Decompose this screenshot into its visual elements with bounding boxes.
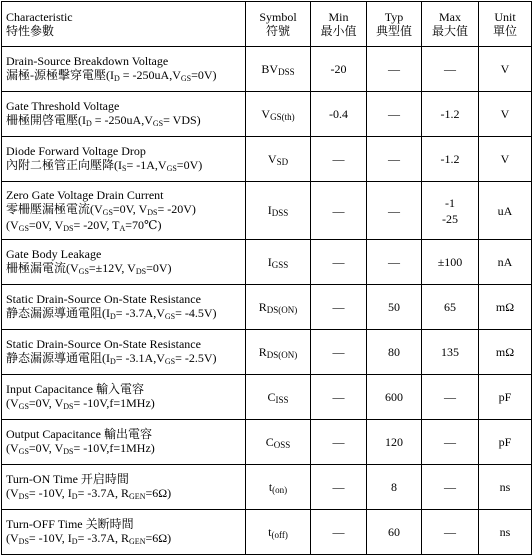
header-unit: Unit 單位 [479,2,532,47]
characteristic-cell [2,240,246,285]
characteristic-cell [2,47,246,92]
symbol-cell: $V_{GS(th)}$ [246,92,311,137]
min-cell: — [311,510,367,555]
characteristic-cell [2,330,246,375]
characteristic-line: 內附二極管正向壓降$(I_S= -1A,V_{GS}=0V)$ [6,158,203,173]
unit-cell: pF [479,420,532,465]
max-cell: — [422,47,479,92]
unit-cell: V [479,92,532,137]
characteristic-line: 漏極-源極擊穿電壓$(I_D = -250uA,V_{GS}=0V)$ [6,68,217,83]
typ-cell: 80 [367,330,422,375]
characteristic-line: ($V_{GS}=0V$, $V_{DS}= -10V,f=1MHz$) [6,396,155,411]
max-cell: — [422,420,479,465]
characteristic-line: 柵極漏電流($V_{GS}=\pm 12V$, $V_{DS}=0V$) [6,261,172,276]
symbol-cell: $C_{ISS}$ [246,375,311,420]
unit-cell: mΩ [479,330,532,375]
characteristic-line: Static Drain-Source On-State Resistance [6,292,201,306]
table-row [2,465,532,510]
characteristic-cell [2,375,246,420]
table-row [2,285,532,330]
max-cell: — [422,375,479,420]
characteristic-line: 静态漏源導通電阻$(I_D= -3.7A,V_{GS}= -4.5V)$ [6,306,217,321]
spec-table [1,1,532,555]
unit-cell: V [479,137,532,182]
max-cell: -1.2 [422,92,479,137]
header-characteristic: Characteristic 特性參數 [2,2,246,47]
min-cell: — [311,375,367,420]
characteristic-cell [2,510,246,555]
min-cell: — [311,330,367,375]
characteristic-cell [2,420,246,465]
typ-cell: 600 [367,375,422,420]
characteristic-cell [2,137,246,182]
max-cell: 135 [422,330,479,375]
max-cell: -1 -25 [422,182,479,240]
characteristic-cell [2,465,246,510]
typ-cell: — [367,92,422,137]
symbol-cell: $BV_{DSS}$ [246,47,311,92]
min-cell: — [311,285,367,330]
characteristic-line: Static Drain-Source On-State Resistance [6,337,201,351]
symbol-cell: $t_{(off)}$ [246,510,311,555]
table-row [2,92,532,137]
table-row [2,182,532,240]
spec-body [2,47,532,555]
symbol-cell: $I_{DSS}$ [246,182,311,240]
characteristic-line: ($V_{GS}=0V$, $V_{DS}= -20V$, $T_A=70℃$) [6,217,162,233]
min-cell: — [311,182,367,240]
max-cell: — [422,465,479,510]
characteristic-line: Turn-ON Time 开启時間 [6,472,129,486]
typ-cell: 120 [367,420,422,465]
symbol-cell: $R_{DS(ON)}$ [246,285,311,330]
min-cell: — [311,465,367,510]
table-row [2,420,532,465]
typ-cell: — [367,240,422,285]
table-row [2,137,532,182]
header-row [2,2,532,47]
min-cell: — [311,240,367,285]
table-row [2,240,532,285]
typ-cell: 8 [367,465,422,510]
unit-cell: uA [479,182,532,240]
min-cell: — [311,137,367,182]
characteristic-line: Output Capacitance 輸出電容 [6,427,152,441]
characteristic-cell [2,182,246,240]
characteristic-line: Input Capacitance 輸入電容 [6,382,144,396]
table-row [2,375,532,420]
symbol-cell: $I_{GSS}$ [246,240,311,285]
typ-cell: — [367,137,422,182]
min-cell: — [311,420,367,465]
characteristic-line: 静态漏源導通電阻$(I_D= -3.1A,V_{GS}= -2.5V)$ [6,351,217,366]
unit-cell: V [479,47,532,92]
min-cell: -0.4 [311,92,367,137]
symbol-cell: $R_{DS(ON)}$ [246,330,311,375]
typ-cell: 50 [367,285,422,330]
typ-cell: — [367,47,422,92]
characteristic-line: ($V_{GS}=0V$, $V_{DS}= -10V,f=1MHz$) [6,441,155,456]
unit-cell: pF [479,375,532,420]
unit-cell: ns [479,465,532,510]
typ-cell: — [367,182,422,240]
symbol-cell: $t_{(on)}$ [246,465,311,510]
characteristic-line: 零柵壓漏極電流($V_{GS}=0V$, $V_{DS}= -20V$) [6,201,196,217]
header-min: Min 最小值 [311,2,367,47]
characteristic-line: ($V_{DS}= -10V$, $I_D= -3.7A$, $R_{GEN}=6\Omega$) [6,486,172,501]
unit-cell: nA [479,240,532,285]
symbol-cell: $V_{SD}$ [246,137,311,182]
characteristic-line: Drain-Source Breakdown Voltage [6,54,169,68]
characteristic-cell [2,92,246,137]
max-cell: -1.2 [422,137,479,182]
header-symbol: Symbol 符號 [246,2,311,47]
max-cell: ±100 [422,240,479,285]
characteristic-line: Diode Forward Voltage Drop [6,144,146,158]
characteristic-line: Gate Body Leakage [6,247,102,261]
unit-cell: mΩ [479,285,532,330]
table-row [2,510,532,555]
characteristic-line: 柵極開啓電壓$(I_D = -250uA,V_{GS}= VDS)$ [6,113,201,128]
header-typ: Typ 典型值 [367,2,422,47]
characteristic-line: Zero Gate Voltage Drain Current [6,187,164,202]
max-cell: 65 [422,285,479,330]
max-cell: — [422,510,479,555]
table-row [2,330,532,375]
characteristic-line: ($V_{DS}= -10V$, $I_D= -3.7A$, $R_{GEN}=6\Omega$) [6,531,172,546]
table-row [2,47,532,92]
characteristic-line: Gate Threshold Voltage [6,99,120,113]
typ-cell: 60 [367,510,422,555]
unit-cell: ns [479,510,532,555]
symbol-cell: $C_{OSS}$ [246,420,311,465]
min-cell: -20 [311,47,367,92]
characteristic-cell [2,285,246,330]
header-max: Max 最大值 [422,2,479,47]
characteristic-line: Turn-OFF Time 关断時間 [6,517,134,531]
